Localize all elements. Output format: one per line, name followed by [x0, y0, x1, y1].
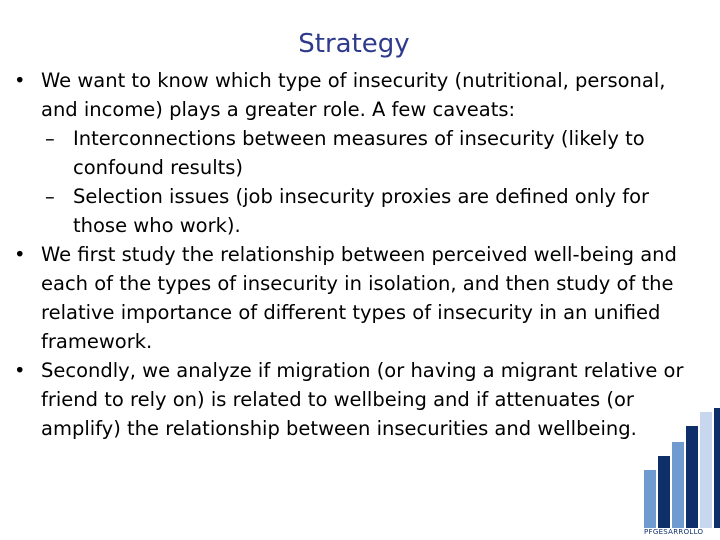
bullet-marker: •: [14, 359, 26, 382]
organization-logo: [644, 408, 720, 540]
sub-bullet-text: Selection issues (job insecurity proxies are defined only for those who work).: [73, 185, 650, 237]
bullet-text: Secondly, we analyze if migration (or having a migrant relative or friend to rely on) is related to wellbeing and if attenuates (or amplify) the relationship between insecurities and wellbeing.: [41, 359, 684, 440]
logo-bar: [658, 456, 670, 528]
sub-bullet-list: [41, 124, 704, 240]
sub-bullet-text: Interconnections between measures of insecurity (likely to confound results): [73, 127, 645, 179]
bullet-marker: •: [14, 69, 26, 92]
bullet-list: [14, 66, 704, 443]
bullet-text: We first study the relationship between perceived well-being and each of the types of insecurity in isolation, and then study of the relative importance of different types of insecurity in an unified framework.: [41, 243, 677, 353]
logo-bar: [672, 442, 684, 528]
logo-wordmark: PFGESARROLLO: [644, 528, 704, 536]
sub-bullet-marker: –: [45, 127, 55, 150]
bullet-text: We want to know which type of insecurity (nutritional, personal, and income) plays a greater role. A few caveats:: [41, 69, 666, 121]
bullet-item: [14, 240, 704, 356]
sub-bullet-item: [41, 182, 704, 240]
sub-bullet-item: [41, 124, 704, 182]
slide-title: Strategy: [298, 29, 410, 59]
logo-bar: [644, 470, 656, 528]
logo-bar: [686, 426, 698, 528]
logo-bar: [700, 412, 712, 528]
logo-bar: [714, 408, 720, 528]
bullet-marker: •: [14, 243, 26, 266]
sub-bullet-marker: –: [45, 185, 55, 208]
bullet-item: [14, 66, 704, 240]
bullet-item: [14, 356, 704, 443]
